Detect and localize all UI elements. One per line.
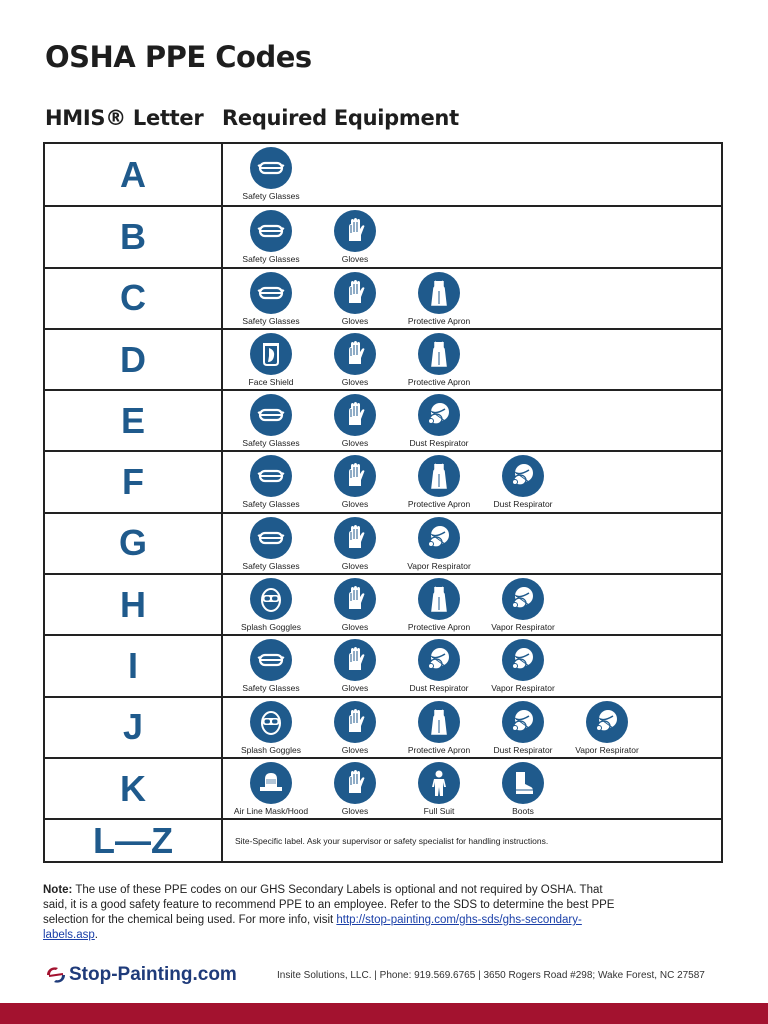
respirator-icon — [418, 639, 460, 681]
note-label: Note: — [43, 884, 73, 896]
equipment-cell — [223, 636, 721, 695]
table-row — [45, 573, 721, 634]
ppe-label-splash-goggles: Splash Goggles — [240, 744, 301, 755]
footer-logo — [45, 964, 237, 986]
letter-column-header: HMIS® Letter — [45, 106, 204, 130]
page-title: OSHA PPE Codes — [45, 40, 312, 74]
safety-glasses-icon — [250, 455, 292, 497]
table-row — [45, 757, 721, 818]
ppe-item — [229, 391, 313, 448]
logo-swirl-icon — [45, 964, 67, 986]
ppe-item — [397, 698, 481, 755]
table-row — [45, 328, 721, 389]
ppe-item — [397, 330, 481, 387]
ppe-label-protective-apron: Protective Apron — [407, 499, 471, 510]
ppe-table — [43, 142, 723, 863]
equipment-cell — [223, 575, 721, 634]
table-row — [45, 267, 721, 328]
hmis-letter: G — [45, 514, 223, 573]
hmis-letter: B — [45, 207, 223, 266]
ppe-item — [229, 759, 313, 816]
equipment-cell — [223, 514, 721, 573]
ppe-item — [397, 575, 481, 632]
equipment-cell — [223, 207, 721, 266]
ppe-item — [229, 514, 313, 571]
ppe-item — [397, 759, 481, 816]
gloves-icon — [334, 394, 376, 436]
safety-glasses-icon — [250, 272, 292, 314]
table-row — [45, 512, 721, 573]
gloves-icon — [334, 333, 376, 375]
ppe-item — [229, 269, 313, 326]
ppe-label-gloves: Gloves — [341, 622, 369, 633]
ppe-label-protective-apron: Protective Apron — [407, 315, 471, 326]
ppe-item — [481, 636, 565, 693]
note-paragraph — [43, 883, 623, 943]
ppe-label-vapor-respirator: Vapor Respirator — [491, 622, 555, 633]
ppe-label-dust-respirator: Dust Respirator — [409, 683, 469, 694]
ppe-item — [313, 391, 397, 448]
table-row — [45, 450, 721, 511]
ppe-label-protective-apron: Protective Apron — [407, 622, 471, 633]
ppe-item — [397, 269, 481, 326]
ppe-label-safety-glasses: Safety Glasses — [242, 499, 300, 510]
safety-glasses-icon — [250, 147, 292, 189]
ppe-item — [481, 759, 565, 816]
table-row — [45, 205, 721, 266]
ppe-label-full-suit: Full Suit — [423, 805, 455, 816]
ppe-item — [481, 698, 565, 755]
ppe-label-safety-glasses: Safety Glasses — [242, 683, 300, 694]
splash-goggles-icon — [250, 578, 292, 620]
ppe-item — [313, 330, 397, 387]
hmis-letter: I — [45, 636, 223, 695]
ppe-label-gloves: Gloves — [341, 438, 369, 449]
equipment-cell — [223, 330, 721, 389]
hmis-letter: C — [45, 269, 223, 328]
respirator-icon — [586, 701, 628, 743]
ppe-label-face-shield: Face Shield — [248, 376, 294, 387]
ppe-label-gloves: Gloves — [341, 683, 369, 694]
equipment-cell — [223, 820, 721, 861]
table-row — [45, 389, 721, 450]
ppe-item — [229, 636, 313, 693]
ppe-label-gloves: Gloves — [341, 744, 369, 755]
ppe-item — [313, 207, 397, 264]
hmis-letter: A — [45, 144, 223, 205]
equipment-cell — [223, 144, 721, 205]
ppe-item — [229, 144, 313, 201]
ppe-item — [229, 207, 313, 264]
ppe-label-gloves: Gloves — [341, 805, 369, 816]
hmis-letter: D — [45, 330, 223, 389]
gloves-icon — [334, 578, 376, 620]
boots-icon — [502, 762, 544, 804]
ppe-label-dust-respirator: Dust Respirator — [493, 499, 553, 510]
table-row — [45, 696, 721, 757]
ppe-item — [229, 452, 313, 509]
ppe-item — [397, 514, 481, 571]
apron-icon — [418, 333, 460, 375]
safety-glasses-icon — [250, 639, 292, 681]
gloves-icon — [334, 701, 376, 743]
ppe-label-vapor-respirator: Vapor Respirator — [575, 744, 639, 755]
respirator-icon — [502, 578, 544, 620]
ppe-item — [481, 452, 565, 509]
hmis-letter: F — [45, 452, 223, 511]
ppe-label-vapor-respirator: Vapor Respirator — [491, 683, 555, 694]
table-row — [45, 144, 721, 205]
ppe-item — [313, 514, 397, 571]
note-text: The use of these PPE codes on our GHS Secondary Labels is optional and not required by OSHA. That said, it is a good safety feature to recommend PPE to an employee. Refer to the SDS to determine the best PPE selection for the chemical being used. For more info, visit — [43, 884, 615, 926]
equipment-cell — [223, 269, 721, 328]
ppe-item — [313, 452, 397, 509]
ppe-item — [397, 391, 481, 448]
ppe-item — [313, 269, 397, 326]
ppe-label-safety-glasses: Safety Glasses — [242, 254, 300, 265]
ppe-label-protective-apron: Protective Apron — [407, 744, 471, 755]
ppe-label-boots: Boots — [512, 805, 534, 816]
ppe-item — [397, 636, 481, 693]
hmis-letter: J — [45, 698, 223, 757]
ppe-item — [313, 759, 397, 816]
equipment-cell — [223, 698, 721, 757]
full-suit-icon — [418, 762, 460, 804]
ppe-label-air-line-mask-hood: Air Line Mask/Hood — [233, 805, 309, 816]
ppe-item — [229, 330, 313, 387]
table-row — [45, 634, 721, 695]
respirator-icon — [418, 394, 460, 436]
ppe-item — [313, 636, 397, 693]
ppe-item — [397, 452, 481, 509]
respirator-icon — [502, 701, 544, 743]
apron-icon — [418, 701, 460, 743]
respirator-icon — [502, 639, 544, 681]
hmis-letter: L—Z — [45, 820, 223, 861]
apron-icon — [418, 578, 460, 620]
site-specific-text: Site-Specific label. Ask your supervisor or safety specialist for handling instructions. — [235, 835, 549, 846]
note-end: . — [94, 929, 98, 941]
ppe-label-splash-goggles: Splash Goggles — [240, 622, 301, 633]
face-shield-icon — [250, 333, 292, 375]
apron-icon — [418, 455, 460, 497]
ppe-item — [229, 575, 313, 632]
gloves-icon — [334, 517, 376, 559]
ppe-label-safety-glasses: Safety Glasses — [242, 438, 300, 449]
hmis-letter: E — [45, 391, 223, 450]
hood-icon — [250, 762, 292, 804]
gloves-icon — [334, 210, 376, 252]
ppe-label-safety-glasses: Safety Glasses — [242, 315, 300, 326]
hmis-letter: K — [45, 759, 223, 818]
gloves-icon — [334, 272, 376, 314]
respirator-icon — [418, 517, 460, 559]
equipment-cell — [223, 452, 721, 511]
ppe-item — [313, 575, 397, 632]
ppe-label-gloves: Gloves — [341, 560, 369, 571]
ppe-label-protective-apron: Protective Apron — [407, 376, 471, 387]
equipment-cell — [223, 759, 721, 818]
ppe-label-gloves: Gloves — [341, 254, 369, 265]
ppe-label-dust-respirator: Dust Respirator — [493, 744, 553, 755]
ppe-label-safety-glasses: Safety Glasses — [242, 560, 300, 571]
ppe-label-dust-respirator: Dust Respirator — [409, 438, 469, 449]
bottom-bar — [0, 1003, 768, 1024]
hmis-letter: H — [45, 575, 223, 634]
info-link[interactable]: http://stop-painting.com/ghs-sds/ghs-secondary-labels.asp — [43, 914, 582, 941]
ppe-label-vapor-respirator: Vapor Respirator — [407, 560, 471, 571]
safety-glasses-icon — [250, 394, 292, 436]
ppe-label-gloves: Gloves — [341, 315, 369, 326]
ppe-item — [565, 698, 649, 755]
gloves-icon — [334, 455, 376, 497]
table-row — [45, 818, 721, 861]
footer-brand: Stop-Painting.com — [69, 964, 237, 985]
splash-goggles-icon — [250, 701, 292, 743]
ppe-item — [313, 698, 397, 755]
apron-icon — [418, 272, 460, 314]
safety-glasses-icon — [250, 517, 292, 559]
ppe-label-gloves: Gloves — [341, 499, 369, 510]
respirator-icon — [502, 455, 544, 497]
ppe-label-safety-glasses: Safety Glasses — [242, 191, 300, 201]
ppe-label-gloves: Gloves — [341, 376, 369, 387]
gloves-icon — [334, 639, 376, 681]
equipment-cell — [223, 391, 721, 450]
ppe-item — [229, 698, 313, 755]
equipment-column-header: Required Equipment — [222, 106, 459, 130]
ppe-item — [481, 575, 565, 632]
gloves-icon — [334, 762, 376, 804]
footer-contact: Insite Solutions, LLC. | Phone: 919.569.6765 | 3650 Rogers Road #298; Wake Forest, NC 27587 — [277, 970, 705, 981]
safety-glasses-icon — [250, 210, 292, 252]
